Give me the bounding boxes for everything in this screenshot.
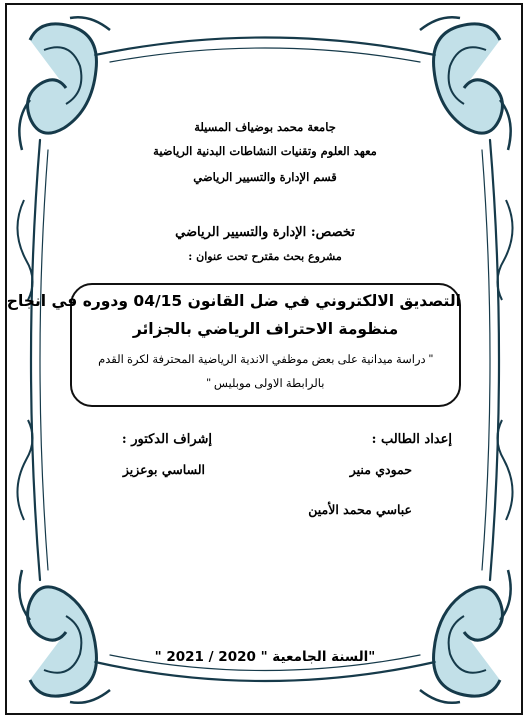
specialization: تخصص: الإدارة والتسيير الرياضي	[175, 225, 355, 240]
project-label: مشروع بحث مقترح تحت عنوان :	[188, 250, 342, 263]
student-name: عباسي محمد الأمين	[308, 502, 412, 517]
thesis-subtitle-line-1: " دراسة ميدانية على بعض موظفي الاندية الرياضية المحترفة لكرة القدم	[98, 354, 433, 366]
supervisor-name: الساسي بوعزيز	[122, 462, 205, 477]
institute-name: معهد العلوم وتقنيات النشاطات البدنية الرياضية	[153, 144, 377, 158]
supervisor-label: إشراف الدكتور :	[121, 432, 212, 447]
thesis-title-line-2: منظومة الاحتراف الرياضي بالجزائر	[132, 320, 399, 338]
department-name: قسم الإدارة والتسيير الرياضي	[193, 170, 337, 184]
student-name: حمودي منير	[349, 462, 412, 477]
prepared-by-label: إعداد الطالب :	[371, 432, 452, 447]
university-name: جامعة محمد بوضياف المسيلة	[194, 120, 336, 134]
thesis-title-line-1: التصديق الالكتروني في ضل القانون 04/15 ودوره في انجاح	[6, 292, 461, 310]
academic-year: "السنة الجامعية " 2020 / 2021 "	[154, 649, 376, 665]
thesis-subtitle-line-2: بالرابطة الاولى موبليس "	[206, 378, 325, 390]
